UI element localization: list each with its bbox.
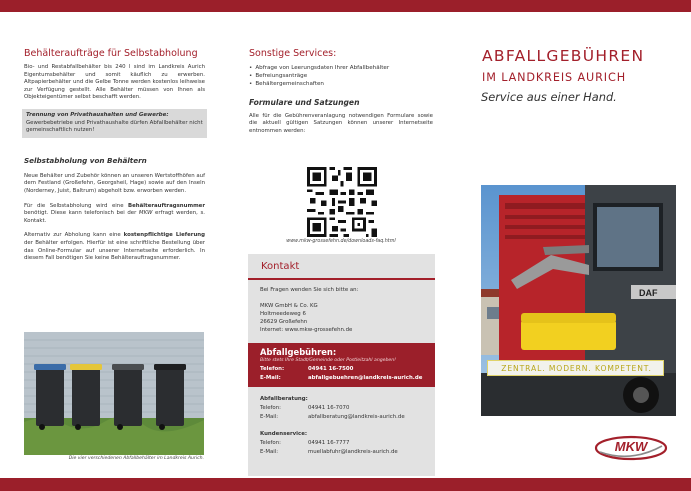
contact-divider bbox=[248, 278, 435, 280]
services-list-item: • Befreiungsanträge bbox=[249, 72, 433, 80]
garbage-truck-photo bbox=[481, 185, 676, 416]
qr-code-icon[interactable] bbox=[307, 167, 377, 237]
service-phone-label: Telefon: bbox=[260, 440, 281, 446]
fees-phone[interactable]: 04941 16-7500 bbox=[308, 366, 354, 372]
advice-phone-label: Telefon: bbox=[260, 405, 281, 411]
advice-email-label: E-Mail: bbox=[260, 414, 279, 420]
contact-city: 26629 Großefehn bbox=[260, 319, 308, 325]
qr-url[interactable]: www.mkw-grossefehn.de/downloads-faq.html bbox=[286, 239, 396, 244]
services-list bbox=[249, 64, 433, 89]
column-container-services bbox=[249, 48, 433, 135]
fees-email-label: E-Mail: bbox=[260, 375, 281, 381]
separation-notice-title: Trennung von Privathaushalten und Gewerbe: bbox=[26, 111, 169, 118]
fees-email[interactable]: abfallgebuehren@landkreis-aurich.de bbox=[308, 375, 423, 381]
svg-text:MKW: MKW bbox=[614, 439, 648, 454]
advice-title: Abfallberatung: bbox=[260, 396, 308, 402]
pickup-heading: Behälteraufträge für Selbstabholung bbox=[24, 48, 198, 59]
cover-tagline: Service aus einer Hand. bbox=[481, 90, 617, 104]
advice-phone[interactable]: 04941 16-7070 bbox=[308, 405, 350, 411]
service-phone[interactable]: 04941 16-7777 bbox=[308, 440, 350, 446]
fees-title: Abfallgebühren: bbox=[260, 347, 337, 357]
pickup-intro: Bio- und Restabfallbehälter bis 240 l sind im Landkreis Aurich Eigentumsbehälter und somit käuflich zu erwerben. Altpapierbehälter und die Gelbe Tonne werden kostenlos leihweise zur Verfügung gestellt. Alle Behälter müssen von Ihnen als Objekteigentümer selbst beschafft werden. bbox=[24, 64, 205, 101]
fees-note: Bitte stets Ihre Stadt/Gemeinde oder Postleitzahl angeben! bbox=[260, 358, 397, 363]
contact-company: MKW GmbH & Co. KG bbox=[260, 303, 318, 309]
top-band bbox=[0, 0, 691, 12]
fees-band bbox=[248, 343, 435, 387]
contact-panel bbox=[248, 254, 435, 476]
service-email-label: E-Mail: bbox=[260, 449, 279, 455]
mkw-logo-icon bbox=[594, 431, 668, 463]
contact-intro: Bei Fragen wenden Sie sich bitte an: bbox=[260, 287, 359, 293]
fees-phone-label: Telefon: bbox=[260, 366, 285, 372]
advice-email[interactable]: abfallberatung@landkreis-aurich.de bbox=[308, 414, 405, 420]
service-email[interactable]: muellabfuhr@landkreis-aurich.de bbox=[308, 449, 398, 455]
order-number-paragraph: Für die Selbstabholung wird eine Behälterauftragsnummer benötigt. Diese kann telefonisch bei der MKW erfragt werden, s. Kontakt. bbox=[24, 202, 205, 224]
contact-street: Holtmeedeweg 6 bbox=[260, 311, 306, 317]
delivery-paragraph: Alternativ zur Abholung kann eine kostenpflichtige Lieferung der Behälter erfolgen. Hierfür ist eine schriftliche Bestellung über das Online-Formular auf unserer Internetseite erforderlich. In diesem Fall benötigen Sie keine Behälterauftragsnummer. bbox=[24, 232, 205, 262]
column-container-pickup bbox=[24, 48, 205, 263]
services-list-item: • Behältergemeinschaften bbox=[249, 80, 433, 88]
bottom-band bbox=[0, 478, 691, 491]
cover-title: ABFALLGEBÜHREN bbox=[482, 47, 645, 65]
services-list-item: • Abfrage von Leerungsdaten Ihrer Abfallbehälter bbox=[249, 64, 433, 72]
cover-subtitle: IM LANDKREIS AURICH bbox=[482, 71, 627, 84]
services-heading: Sonstige Services: bbox=[249, 48, 337, 59]
separation-notice-text: Gewerbebetriebe und Privathaushalte dürfen Abfallbehälter nicht gemeinschaftlich nutzen! bbox=[26, 119, 203, 134]
svg-text:DAF: DAF bbox=[639, 288, 658, 298]
self-pickup-subheading: Selbstabholung von Behältern bbox=[24, 155, 147, 165]
waste-bins-photo bbox=[24, 332, 204, 455]
service-title: Kundenservice: bbox=[260, 431, 308, 437]
pickup-locations-paragraph: Neue Behälter und Zubehör können an unseren Wertstoffhöfen auf dem Festland (Großefehn, Georgsheil, Hage) sowie auf den Inseln (Norderney, Juist, Baltrum) abgeholt bzw. erworben werden. bbox=[24, 172, 205, 194]
forms-text: Alle für die Gebührenveranlagung notwendigen Formulare sowie die aktuell gültigen Satzungen können unserer Internetseite entnommen werden: bbox=[249, 112, 433, 134]
contact-title: Kontakt bbox=[261, 261, 300, 272]
separation-notice bbox=[22, 109, 207, 138]
contact-internet[interactable]: Internet: www.mkw-grossefehn.de bbox=[260, 327, 353, 333]
forms-heading: Formulare und Satzungen bbox=[249, 97, 360, 107]
bins-caption: Die vier verschiedenen Abfallbehälter im Landkreis Aurich. bbox=[68, 456, 204, 461]
slogan-banner: ZENTRAL. MODERN. KOMPETENT. bbox=[487, 360, 664, 376]
